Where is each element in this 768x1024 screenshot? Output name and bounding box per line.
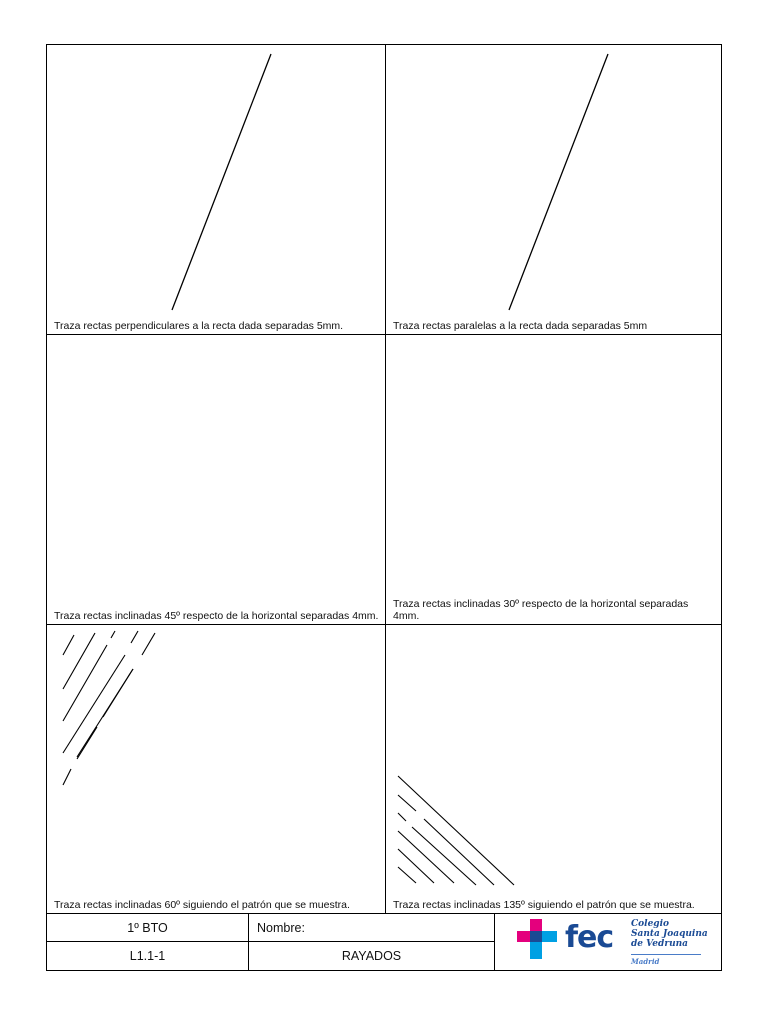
pattern-line	[131, 631, 138, 643]
panel-perpendicular	[47, 45, 386, 335]
school-logo	[495, 914, 721, 970]
school-line-1: Colegio	[631, 919, 670, 929]
instruction-text: Traza rectas inclinadas 30º respecto de la horizontal separadas 4mm.	[393, 598, 689, 622]
pattern-line	[77, 727, 97, 759]
instruction-text: Traza rectas inclinadas 135º siguiendo el patrón que se muestra.	[393, 899, 695, 911]
pattern-line	[398, 813, 406, 821]
pattern-line	[63, 635, 74, 655]
given-line	[172, 54, 271, 310]
pattern-135-drawing	[386, 625, 721, 914]
name-label: Nombre:	[249, 914, 495, 942]
given-line-drawing	[47, 45, 386, 335]
pattern-line	[398, 849, 434, 883]
cross-icon	[517, 919, 557, 959]
school-name	[631, 919, 708, 949]
fec-wordmark: fec	[565, 920, 614, 955]
pattern-line	[398, 867, 416, 883]
panel-30-degrees	[386, 335, 721, 625]
instruction-text: Traza rectas inclinadas 60º siguiendo el patrón que se muestra.	[54, 899, 350, 911]
panel-parallel	[386, 45, 721, 335]
pattern-line	[63, 645, 107, 721]
pattern-line	[103, 669, 133, 717]
panel-45-degrees	[47, 335, 386, 625]
school-line-2: Santa Joaquina	[631, 929, 708, 939]
school-city: Madrid	[631, 957, 660, 966]
logo-divider	[631, 954, 701, 955]
pattern-line	[63, 633, 95, 689]
instruction-text: Traza rectas perpendiculares a la recta dada separadas 5mm.	[54, 320, 344, 332]
pattern-line	[398, 795, 416, 811]
footer-table	[47, 914, 721, 970]
code-cell: L1.1-1	[47, 942, 249, 970]
instruction-text: Traza rectas inclinadas 45º respecto de la horizontal separadas 4mm.	[54, 610, 379, 622]
topic-cell: RAYADOS	[249, 942, 495, 970]
pattern-line	[142, 633, 155, 655]
pattern-line	[63, 769, 71, 785]
pattern-line	[424, 819, 494, 885]
course-cell: 1º BTO	[47, 914, 249, 942]
given-line	[509, 54, 608, 310]
worksheet	[46, 44, 722, 971]
panel-60-degrees	[47, 625, 386, 914]
pattern-line	[412, 827, 476, 885]
instruction-text: Traza rectas paralelas a la recta dada separadas 5mm	[393, 320, 648, 332]
pattern-60-drawing	[47, 625, 386, 914]
pattern-line	[111, 631, 115, 638]
panel-135-degrees	[386, 625, 721, 914]
school-line-3: de Vedruna	[631, 939, 688, 949]
given-line-drawing	[386, 45, 721, 335]
